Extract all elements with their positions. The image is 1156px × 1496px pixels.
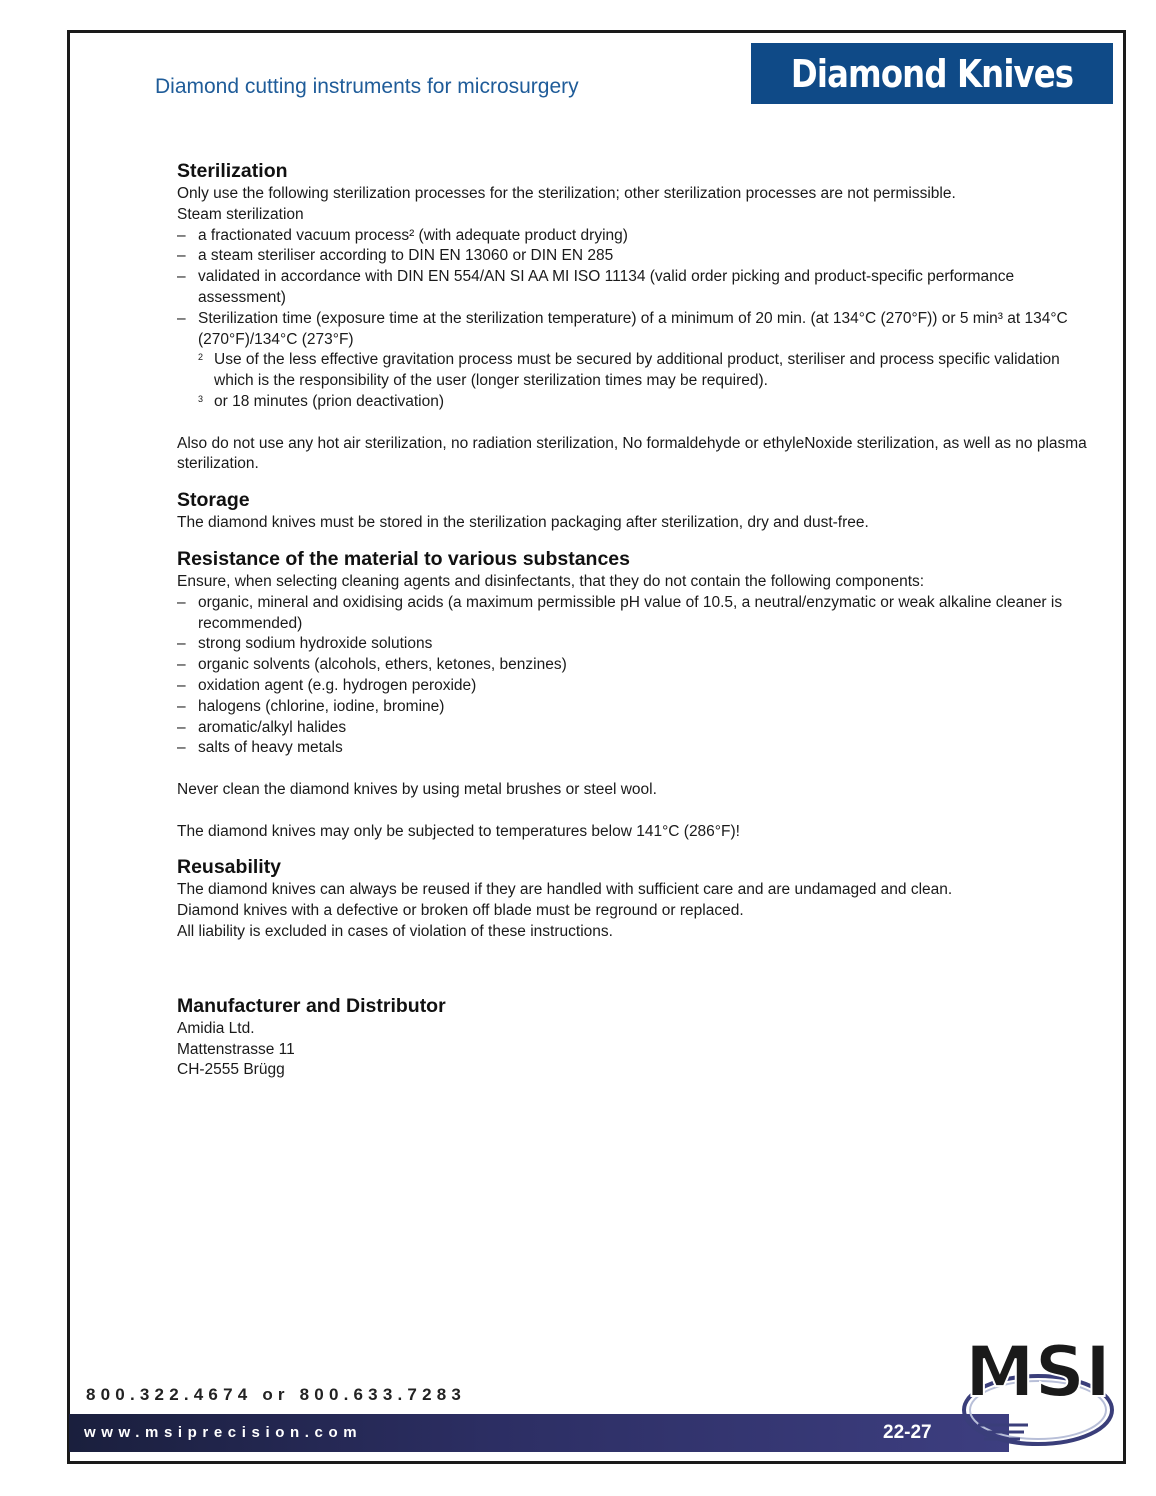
list-item: – strong sodium hydroxide solutions (177, 634, 1097, 655)
footnote-mark: 3 (198, 393, 204, 404)
resistance-intro: Ensure, when selecting cleaning agents and disinfectants, that they do not contain the following components: (177, 572, 925, 590)
footnote (177, 392, 1097, 413)
phone-numbers: 800.322.4674 or 800.633.7283 (86, 1385, 467, 1404)
reusability-line: All liability is excluded in cases of violation of these instructions. (177, 922, 613, 940)
footnote (177, 350, 1097, 392)
sterilization-intro: Only use the following sterilization processes for the sterilization; other sterilization processes are not permissible. (177, 185, 956, 202)
footnote-text: Use of the less effective gravitation process must be secured by additional product, steriliser and process specific validation which is the responsibility of the user (longer sterilization times may be required). (214, 351, 1060, 390)
logo-lines (978, 1425, 1028, 1439)
logo-text: MSI (964, 1331, 1112, 1413)
list-item: – validated in accordance with DIN EN 554/AN SI AA MI ISO 11134 (valid order picking and product-specific performance assessment) (177, 267, 1097, 309)
page-title: Diamond Knives (790, 51, 1074, 96)
manufacturer-heading: Manufacturer and Distributor (177, 994, 446, 1017)
website-link[interactable]: www.msiprecision.com (84, 1424, 363, 1441)
resistance-note-1: Never clean the diamond knives by using metal brushes or steel wool. (177, 780, 657, 798)
list-item: – halogens (chlorine, iodine, bromine) (177, 697, 1097, 718)
list-item: – Sterilization time (exposure time at the sterilization temperature) of a minimum of 20 min. (at 134°C (270°F)) or 5 min³ at 134°C (270°F)/134°C (273°F) (177, 309, 1097, 351)
sterilization-heading: Sterilization (177, 160, 288, 182)
resistance-list (177, 593, 1097, 759)
page-number: 22-27 (883, 1422, 932, 1443)
manufacturer-line: Mattenstrasse 11 (177, 1040, 295, 1058)
title-banner (751, 43, 1113, 104)
sterilization-note: Also do not use any hot air sterilization, no radiation sterilization, No formaldehyde or ethyleNoxide sterilization, as well as no plasma sterilization. (177, 434, 1087, 473)
list-item: – salts of heavy metals (177, 738, 1097, 759)
reusability-line: Diamond knives with a defective or broken off blade must be reground or replaced. (177, 902, 744, 920)
sterilization-sub: Steam sterilization (177, 205, 304, 223)
resistance-note-2: The diamond knives may only be subjected to temperatures below 141°C (286°F)! (177, 822, 740, 840)
manufacturer-line: CH-2555 Brügg (177, 1061, 285, 1079)
manufacturer-line: Amidia Ltd. (177, 1019, 255, 1037)
reusability-heading: Reusability (177, 856, 282, 879)
list-item: – a steam steriliser according to DIN EN 13060 or DIN EN 285 (177, 246, 1097, 267)
page-subtitle: Diamond cutting instruments for microsurgery (155, 75, 579, 98)
footnote-text: or 18 minutes (prion deactivation) (214, 392, 445, 410)
list-item: – organic, mineral and oxidising acids (a maximum permissible pH value of 10.5, a neutral/enzymatic or weak alkaline cleaner is recommended) (177, 593, 1097, 635)
storage-text: The diamond knives must be stored in the sterilization packaging after sterilization, dry and dust-free. (177, 514, 869, 532)
storage-heading: Storage (177, 489, 250, 512)
sterilization-list (177, 226, 1097, 351)
list-item: – organic solvents (alcohols, ethers, ketones, benzines) (177, 655, 1097, 676)
msi-logo (958, 1330, 1118, 1460)
resistance-heading: Resistance of the material to various substances (177, 547, 630, 570)
list-item: – oxidation agent (e.g. hydrogen peroxide) (177, 676, 1097, 697)
list-item: – a fractionated vacuum process² (with adequate product drying) (177, 226, 1097, 247)
footnote-mark: 2 (198, 352, 204, 363)
list-item: – aromatic/alkyl halides (177, 718, 1097, 739)
reusability-line: The diamond knives can always be reused if they are handled with sufficient care and are undamaged and clean. (177, 881, 953, 899)
main-content (177, 158, 1097, 1081)
